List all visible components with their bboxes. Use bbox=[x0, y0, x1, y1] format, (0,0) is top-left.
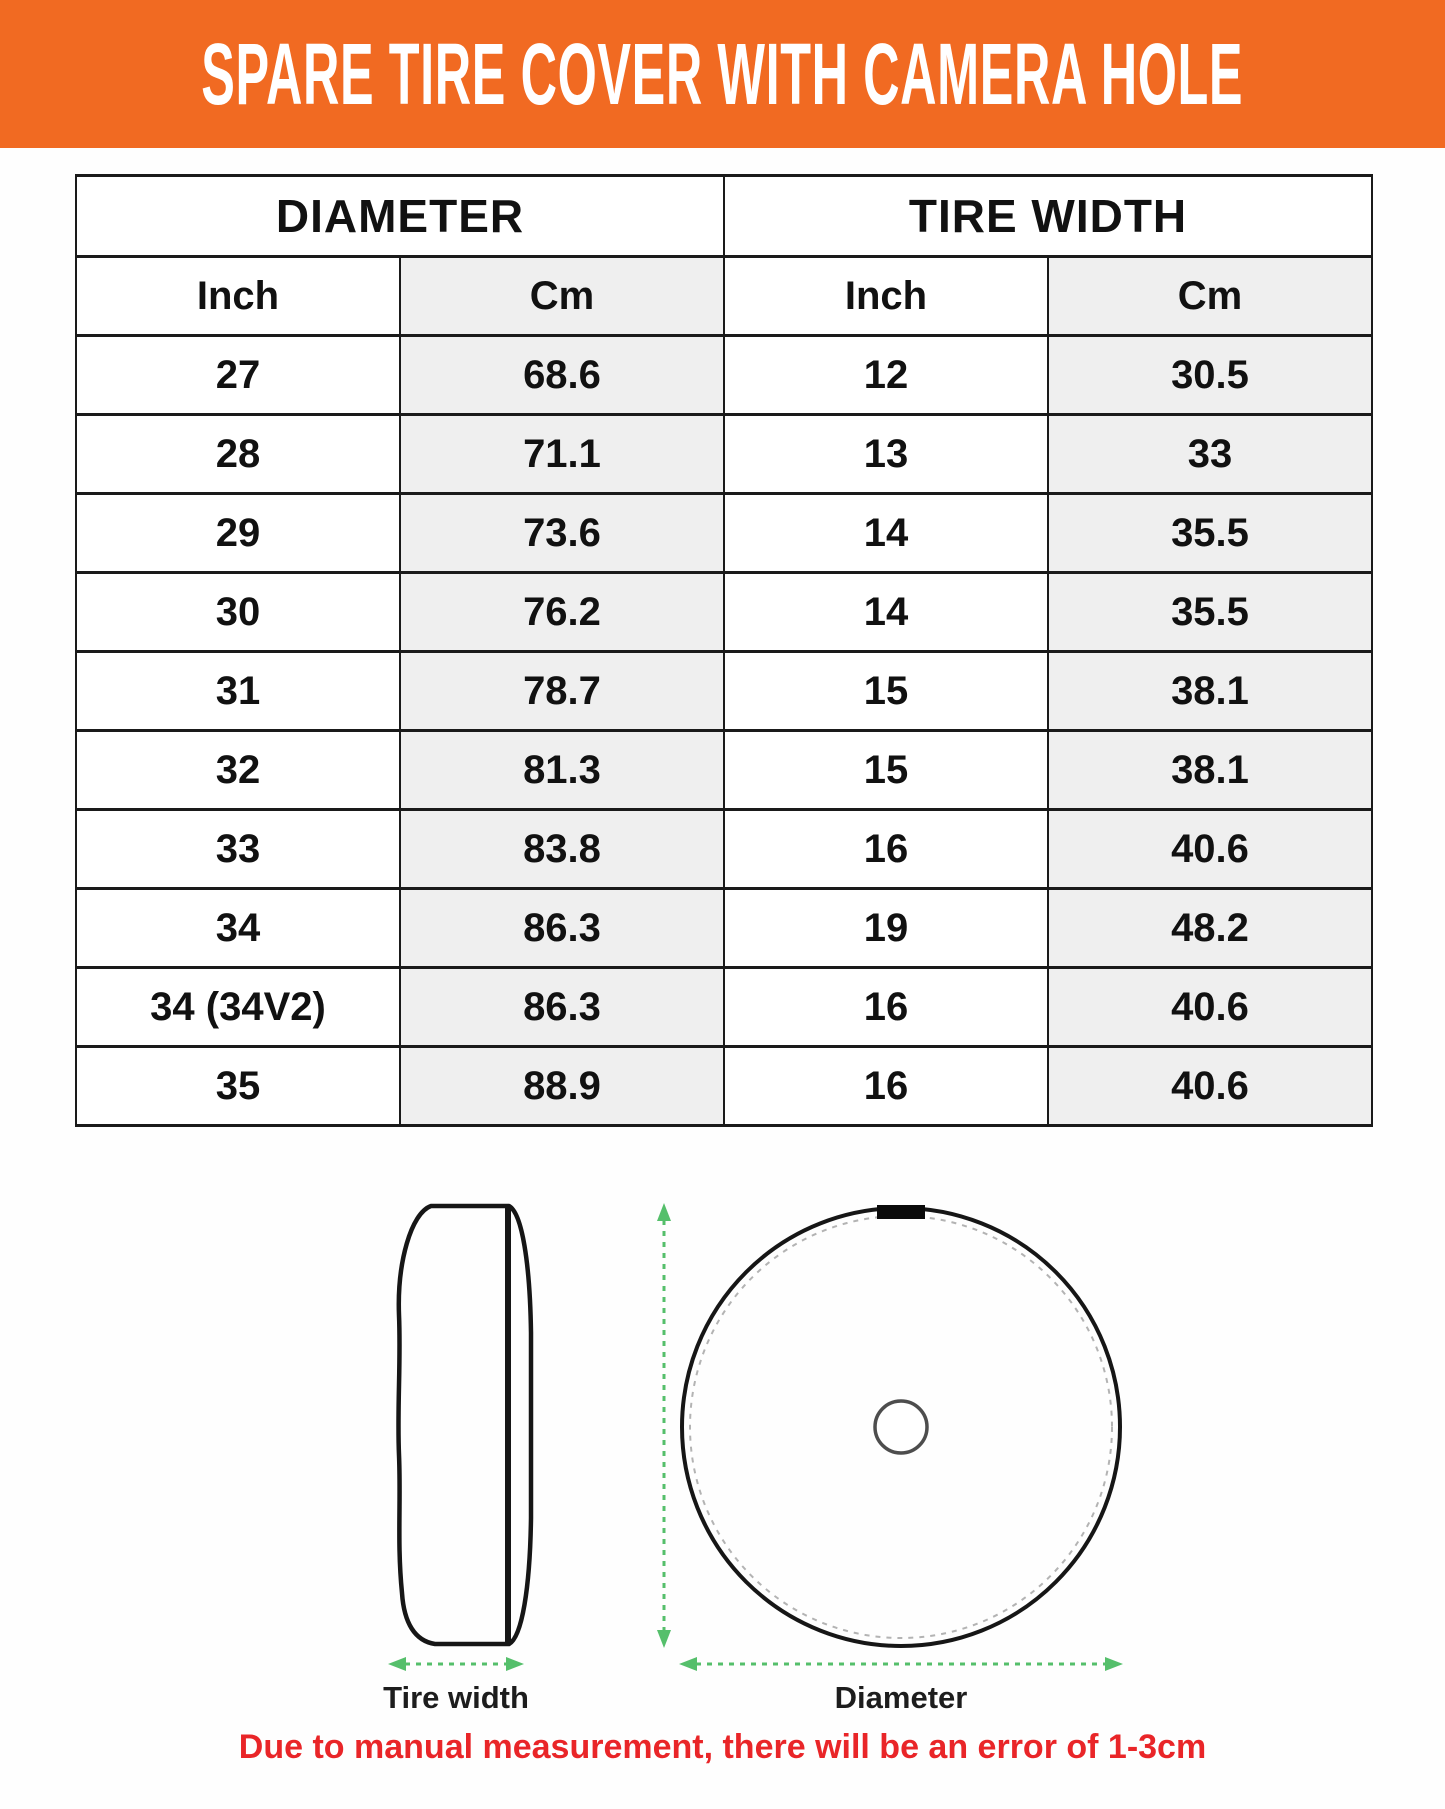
table-cell: 28 bbox=[76, 415, 400, 494]
table-row bbox=[76, 573, 1372, 652]
table-cell: 12 bbox=[724, 336, 1048, 415]
table-cell: 13 bbox=[724, 415, 1048, 494]
table-cell: 34 (34V2) bbox=[76, 968, 400, 1047]
diameter-label: Diameter bbox=[834, 1680, 968, 1715]
table-cell: 31 bbox=[76, 652, 400, 731]
table-cell: 38.1 bbox=[1048, 652, 1372, 731]
table-cell: 35.5 bbox=[1048, 494, 1372, 573]
stitch-line-circle bbox=[690, 1216, 1112, 1638]
camera-hole-icon bbox=[875, 1401, 927, 1453]
size-chart-section bbox=[75, 174, 1373, 1127]
table-cell: 76.2 bbox=[400, 573, 724, 652]
group-header-diameter: DIAMETER bbox=[76, 176, 724, 257]
table-cell: 27 bbox=[76, 336, 400, 415]
table-cell: 83.8 bbox=[400, 810, 724, 889]
column-header-inch-width: Inch bbox=[724, 257, 1048, 336]
table-row bbox=[76, 494, 1372, 573]
group-header-tire-width: TIRE WIDTH bbox=[724, 176, 1372, 257]
table-cell: 68.6 bbox=[400, 336, 724, 415]
table-cell: 16 bbox=[724, 1047, 1048, 1126]
table-cell: 19 bbox=[724, 889, 1048, 968]
diameter-vertical-arrow-icon bbox=[655, 1203, 673, 1648]
measurement-note: Due to manual measurement, there will be an error of 1-3cm bbox=[238, 1728, 1207, 1766]
table-row bbox=[76, 968, 1372, 1047]
table-cell: 30.5 bbox=[1048, 336, 1372, 415]
table-cell: 33 bbox=[1048, 415, 1372, 494]
table-cell: 35.5 bbox=[1048, 573, 1372, 652]
table-row bbox=[76, 810, 1372, 889]
column-header-cm-width: Cm bbox=[1048, 257, 1372, 336]
table-cell: 16 bbox=[724, 968, 1048, 1047]
table-cell: 34 bbox=[76, 889, 400, 968]
table-cell: 32 bbox=[76, 731, 400, 810]
banner bbox=[0, 0, 1445, 148]
top-marker bbox=[877, 1205, 925, 1219]
table-cell: 81.3 bbox=[400, 731, 724, 810]
table-row bbox=[76, 415, 1372, 494]
table-cell: 88.9 bbox=[400, 1047, 724, 1126]
table-cell: 14 bbox=[724, 494, 1048, 573]
table-cell: 40.6 bbox=[1048, 810, 1372, 889]
group-header-row bbox=[76, 176, 1372, 257]
diameter-arrow-icon bbox=[679, 1655, 1123, 1673]
table-cell: 71.1 bbox=[400, 415, 724, 494]
size-chart-table bbox=[75, 174, 1373, 1127]
table-cell: 14 bbox=[724, 573, 1048, 652]
tire-side-view-diagram bbox=[391, 1203, 541, 1648]
table-cell: 78.7 bbox=[400, 652, 724, 731]
column-header-inch-diameter: Inch bbox=[76, 257, 400, 336]
table-cell: 16 bbox=[724, 810, 1048, 889]
table-cell: 15 bbox=[724, 731, 1048, 810]
tire-front-view-diagram bbox=[679, 1205, 1123, 1649]
table-cell: 35 bbox=[76, 1047, 400, 1126]
table-cell: 40.6 bbox=[1048, 968, 1372, 1047]
table-row bbox=[76, 889, 1372, 968]
table-cell: 40.6 bbox=[1048, 1047, 1372, 1126]
table-row bbox=[76, 731, 1372, 810]
page-title: SPARE TIRE COVER WITH CAMERA HOLE bbox=[201, 25, 1244, 123]
table-cell: 29 bbox=[76, 494, 400, 573]
column-header-cm-diameter: Cm bbox=[400, 257, 724, 336]
table-cell: 73.6 bbox=[400, 494, 724, 573]
table-row bbox=[76, 336, 1372, 415]
tire-width-label: Tire width bbox=[383, 1680, 529, 1715]
table-row bbox=[76, 1047, 1372, 1126]
table-cell: 33 bbox=[76, 810, 400, 889]
table-cell: 30 bbox=[76, 573, 400, 652]
table-cell: 15 bbox=[724, 652, 1048, 731]
tire-width-arrow-icon bbox=[388, 1655, 524, 1673]
column-header-row bbox=[76, 257, 1372, 336]
table-cell: 86.3 bbox=[400, 889, 724, 968]
table-cell: 38.1 bbox=[1048, 731, 1372, 810]
table-row bbox=[76, 652, 1372, 731]
table-cell: 48.2 bbox=[1048, 889, 1372, 968]
table-cell: 86.3 bbox=[400, 968, 724, 1047]
